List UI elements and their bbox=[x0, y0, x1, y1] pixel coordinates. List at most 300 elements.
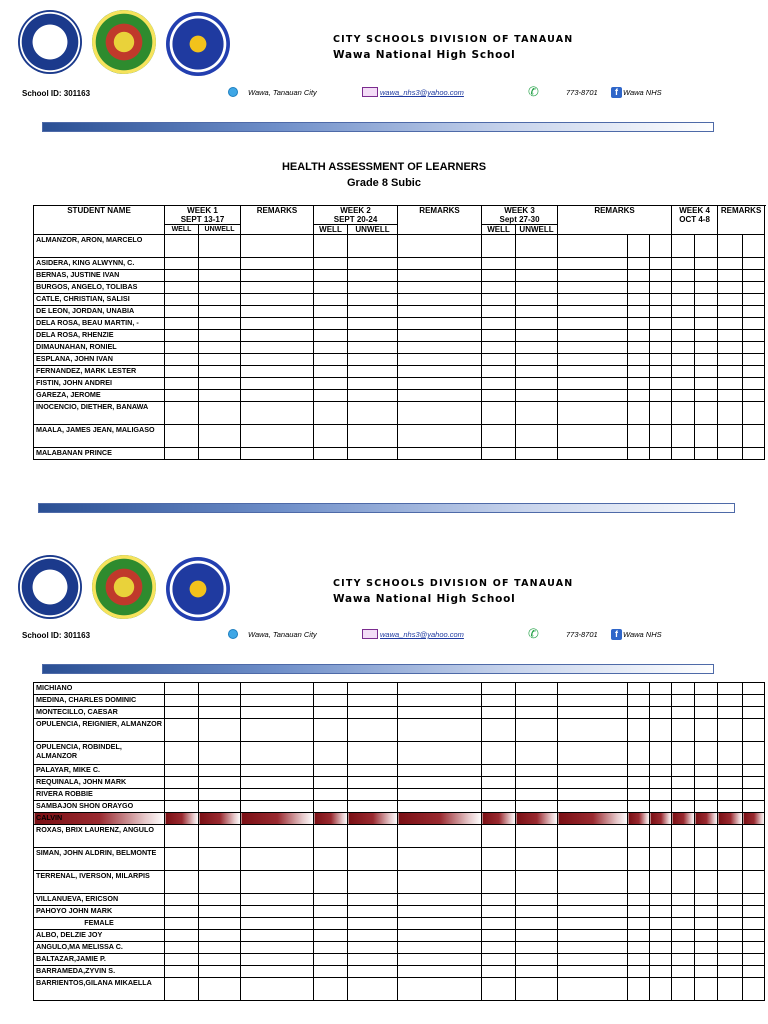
table-cell[interactable] bbox=[628, 942, 650, 954]
table-cell[interactable] bbox=[628, 978, 650, 1001]
table-cell[interactable] bbox=[199, 318, 241, 330]
table-cell[interactable] bbox=[672, 294, 695, 306]
table-cell[interactable] bbox=[743, 765, 765, 777]
table-cell[interactable] bbox=[241, 258, 314, 270]
table-cell[interactable] bbox=[672, 330, 695, 342]
table-cell[interactable] bbox=[695, 390, 718, 402]
table-cell[interactable] bbox=[516, 390, 558, 402]
table-cell[interactable] bbox=[628, 448, 650, 460]
table-cell[interactable] bbox=[165, 235, 199, 258]
table-cell[interactable] bbox=[628, 742, 650, 765]
table-cell[interactable] bbox=[199, 683, 241, 695]
table-cell[interactable] bbox=[348, 801, 398, 813]
table-cell[interactable] bbox=[672, 918, 695, 930]
table-cell[interactable] bbox=[743, 258, 765, 270]
table-cell[interactable] bbox=[165, 978, 199, 1001]
table-cell[interactable] bbox=[241, 306, 314, 318]
table-cell[interactable] bbox=[348, 777, 398, 789]
table-cell[interactable] bbox=[695, 978, 718, 1001]
table-cell[interactable] bbox=[241, 390, 314, 402]
table-cell[interactable] bbox=[695, 765, 718, 777]
table-cell[interactable] bbox=[348, 294, 398, 306]
table-cell[interactable] bbox=[348, 390, 398, 402]
table-cell[interactable] bbox=[199, 258, 241, 270]
table-cell[interactable] bbox=[199, 366, 241, 378]
table-cell[interactable] bbox=[398, 378, 482, 390]
table-cell[interactable] bbox=[718, 871, 743, 894]
table-cell[interactable] bbox=[516, 789, 558, 801]
table-cell[interactable] bbox=[650, 402, 672, 425]
table-cell[interactable] bbox=[558, 318, 628, 330]
table-cell[interactable] bbox=[516, 318, 558, 330]
table-cell[interactable] bbox=[695, 918, 718, 930]
table-cell[interactable] bbox=[199, 801, 241, 813]
table-cell[interactable] bbox=[398, 270, 482, 282]
table-cell[interactable] bbox=[165, 719, 199, 742]
table-cell[interactable] bbox=[348, 402, 398, 425]
table-cell[interactable] bbox=[718, 894, 743, 906]
table-cell[interactable] bbox=[516, 354, 558, 366]
table-cell[interactable] bbox=[398, 918, 482, 930]
table-cell[interactable] bbox=[199, 825, 241, 848]
table-cell[interactable] bbox=[516, 942, 558, 954]
table-cell[interactable] bbox=[743, 930, 765, 942]
table-cell[interactable] bbox=[516, 707, 558, 719]
table-cell[interactable] bbox=[628, 894, 650, 906]
table-cell[interactable] bbox=[314, 366, 348, 378]
table-cell[interactable] bbox=[348, 342, 398, 354]
table-cell[interactable] bbox=[672, 258, 695, 270]
table-cell[interactable] bbox=[743, 342, 765, 354]
table-cell[interactable] bbox=[558, 402, 628, 425]
table-cell[interactable] bbox=[672, 683, 695, 695]
table-cell[interactable] bbox=[672, 813, 695, 825]
table-cell[interactable] bbox=[695, 330, 718, 342]
table-cell[interactable] bbox=[348, 954, 398, 966]
table-cell[interactable] bbox=[743, 871, 765, 894]
table-cell[interactable] bbox=[398, 306, 482, 318]
table-cell[interactable] bbox=[516, 930, 558, 942]
table-cell[interactable] bbox=[695, 777, 718, 789]
table-cell[interactable] bbox=[650, 954, 672, 966]
table-cell[interactable] bbox=[482, 294, 516, 306]
table-cell[interactable] bbox=[743, 813, 765, 825]
table-cell[interactable] bbox=[650, 354, 672, 366]
table-cell[interactable] bbox=[165, 801, 199, 813]
table-cell[interactable] bbox=[672, 825, 695, 848]
table-cell[interactable] bbox=[482, 683, 516, 695]
table-cell[interactable] bbox=[650, 282, 672, 294]
table-cell[interactable] bbox=[348, 930, 398, 942]
table-cell[interactable] bbox=[718, 801, 743, 813]
table-cell[interactable] bbox=[516, 742, 558, 765]
table-cell[interactable] bbox=[516, 719, 558, 742]
table-cell[interactable] bbox=[199, 448, 241, 460]
table-cell[interactable] bbox=[482, 235, 516, 258]
table-cell[interactable] bbox=[628, 342, 650, 354]
table-cell[interactable] bbox=[628, 777, 650, 789]
table-cell[interactable] bbox=[672, 695, 695, 707]
table-cell[interactable] bbox=[743, 966, 765, 978]
table-cell[interactable] bbox=[199, 695, 241, 707]
table-cell[interactable] bbox=[348, 978, 398, 1001]
table-cell[interactable] bbox=[650, 390, 672, 402]
table-cell[interactable] bbox=[672, 742, 695, 765]
table-cell[interactable] bbox=[650, 918, 672, 930]
table-cell[interactable] bbox=[314, 294, 348, 306]
email-link[interactable]: wawa_nhs3@yahoo.com bbox=[380, 630, 464, 639]
table-cell[interactable] bbox=[718, 719, 743, 742]
table-cell[interactable] bbox=[695, 378, 718, 390]
table-cell[interactable] bbox=[348, 789, 398, 801]
table-cell[interactable] bbox=[398, 402, 482, 425]
table-cell[interactable] bbox=[650, 894, 672, 906]
table-cell[interactable] bbox=[165, 966, 199, 978]
table-cell[interactable] bbox=[718, 906, 743, 918]
table-cell[interactable] bbox=[482, 871, 516, 894]
table-cell[interactable] bbox=[558, 801, 628, 813]
table-cell[interactable] bbox=[314, 318, 348, 330]
table-cell[interactable] bbox=[241, 825, 314, 848]
table-cell[interactable] bbox=[558, 390, 628, 402]
table-cell[interactable] bbox=[398, 342, 482, 354]
table-cell[interactable] bbox=[718, 683, 743, 695]
table-cell[interactable] bbox=[398, 978, 482, 1001]
table-cell[interactable] bbox=[348, 695, 398, 707]
table-cell[interactable] bbox=[650, 801, 672, 813]
table-cell[interactable] bbox=[314, 848, 348, 871]
table-cell[interactable] bbox=[165, 448, 199, 460]
table-cell[interactable] bbox=[348, 683, 398, 695]
table-cell[interactable] bbox=[199, 813, 241, 825]
table-cell[interactable] bbox=[398, 906, 482, 918]
table-cell[interactable] bbox=[165, 282, 199, 294]
table-cell[interactable] bbox=[628, 318, 650, 330]
table-cell[interactable] bbox=[241, 342, 314, 354]
table-cell[interactable] bbox=[743, 894, 765, 906]
table-cell[interactable] bbox=[743, 777, 765, 789]
table-cell[interactable] bbox=[165, 425, 199, 448]
table-cell[interactable] bbox=[482, 719, 516, 742]
table-cell[interactable] bbox=[695, 871, 718, 894]
table-cell[interactable] bbox=[558, 354, 628, 366]
table-cell[interactable] bbox=[743, 978, 765, 1001]
table-cell[interactable] bbox=[398, 294, 482, 306]
table-cell[interactable] bbox=[558, 366, 628, 378]
table-cell[interactable] bbox=[743, 789, 765, 801]
table-cell[interactable] bbox=[628, 366, 650, 378]
table-cell[interactable] bbox=[672, 894, 695, 906]
table-cell[interactable] bbox=[718, 402, 743, 425]
table-cell[interactable] bbox=[695, 402, 718, 425]
table-cell[interactable] bbox=[695, 318, 718, 330]
table-cell[interactable] bbox=[695, 306, 718, 318]
table-cell[interactable] bbox=[241, 683, 314, 695]
table-cell[interactable] bbox=[672, 235, 695, 258]
table-cell[interactable] bbox=[672, 354, 695, 366]
table-cell[interactable] bbox=[314, 270, 348, 282]
table-cell[interactable] bbox=[482, 270, 516, 282]
table-cell[interactable] bbox=[348, 270, 398, 282]
table-cell[interactable] bbox=[672, 318, 695, 330]
table-cell[interactable] bbox=[314, 258, 348, 270]
table-cell[interactable] bbox=[650, 318, 672, 330]
table-cell[interactable] bbox=[199, 918, 241, 930]
table-cell[interactable] bbox=[241, 707, 314, 719]
table-cell[interactable] bbox=[482, 848, 516, 871]
table-cell[interactable] bbox=[398, 425, 482, 448]
table-cell[interactable] bbox=[241, 425, 314, 448]
table-cell[interactable] bbox=[398, 354, 482, 366]
table-cell[interactable] bbox=[743, 942, 765, 954]
table-cell[interactable] bbox=[482, 966, 516, 978]
table-cell[interactable] bbox=[165, 930, 199, 942]
table-cell[interactable] bbox=[241, 719, 314, 742]
table-cell[interactable] bbox=[482, 342, 516, 354]
table-cell[interactable] bbox=[695, 813, 718, 825]
table-cell[interactable] bbox=[165, 318, 199, 330]
table-cell[interactable] bbox=[241, 318, 314, 330]
table-cell[interactable] bbox=[718, 813, 743, 825]
table-cell[interactable] bbox=[516, 906, 558, 918]
table-cell[interactable] bbox=[314, 871, 348, 894]
table-cell[interactable] bbox=[314, 813, 348, 825]
table-cell[interactable] bbox=[516, 918, 558, 930]
table-cell[interactable] bbox=[516, 813, 558, 825]
table-cell[interactable] bbox=[516, 402, 558, 425]
table-cell[interactable] bbox=[558, 258, 628, 270]
table-cell[interactable] bbox=[672, 871, 695, 894]
table-cell[interactable] bbox=[718, 330, 743, 342]
table-cell[interactable] bbox=[314, 789, 348, 801]
table-cell[interactable] bbox=[199, 330, 241, 342]
table-cell[interactable] bbox=[743, 848, 765, 871]
table-cell[interactable] bbox=[482, 894, 516, 906]
table-cell[interactable] bbox=[743, 825, 765, 848]
table-cell[interactable] bbox=[398, 366, 482, 378]
table-cell[interactable] bbox=[314, 378, 348, 390]
table-cell[interactable] bbox=[398, 330, 482, 342]
table-cell[interactable] bbox=[650, 871, 672, 894]
table-cell[interactable] bbox=[672, 270, 695, 282]
table-cell[interactable] bbox=[165, 378, 199, 390]
table-cell[interactable] bbox=[482, 258, 516, 270]
table-cell[interactable] bbox=[241, 978, 314, 1001]
table-cell[interactable] bbox=[718, 848, 743, 871]
table-cell[interactable] bbox=[672, 777, 695, 789]
table-cell[interactable] bbox=[398, 789, 482, 801]
table-cell[interactable] bbox=[199, 742, 241, 765]
table-cell[interactable] bbox=[695, 966, 718, 978]
table-cell[interactable] bbox=[165, 918, 199, 930]
table-cell[interactable] bbox=[199, 789, 241, 801]
table-cell[interactable] bbox=[241, 695, 314, 707]
table-cell[interactable] bbox=[695, 906, 718, 918]
table-cell[interactable] bbox=[628, 871, 650, 894]
table-cell[interactable] bbox=[650, 825, 672, 848]
table-cell[interactable] bbox=[348, 282, 398, 294]
table-cell[interactable] bbox=[558, 270, 628, 282]
table-cell[interactable] bbox=[398, 318, 482, 330]
table-cell[interactable] bbox=[628, 330, 650, 342]
table-cell[interactable] bbox=[314, 306, 348, 318]
table-cell[interactable] bbox=[743, 918, 765, 930]
table-cell[interactable] bbox=[558, 330, 628, 342]
table-cell[interactable] bbox=[241, 848, 314, 871]
table-cell[interactable] bbox=[314, 942, 348, 954]
table-cell[interactable] bbox=[743, 742, 765, 765]
table-cell[interactable] bbox=[165, 906, 199, 918]
table-cell[interactable] bbox=[650, 978, 672, 1001]
table-cell[interactable] bbox=[516, 801, 558, 813]
table-cell[interactable] bbox=[165, 402, 199, 425]
table-cell[interactable] bbox=[314, 801, 348, 813]
table-cell[interactable] bbox=[482, 378, 516, 390]
table-cell[interactable] bbox=[672, 906, 695, 918]
table-cell[interactable] bbox=[199, 848, 241, 871]
table-cell[interactable] bbox=[348, 318, 398, 330]
table-cell[interactable] bbox=[199, 707, 241, 719]
table-cell[interactable] bbox=[516, 425, 558, 448]
table-cell[interactable] bbox=[482, 330, 516, 342]
table-cell[interactable] bbox=[314, 906, 348, 918]
table-cell[interactable] bbox=[398, 801, 482, 813]
table-cell[interactable] bbox=[718, 366, 743, 378]
table-cell[interactable] bbox=[672, 378, 695, 390]
table-cell[interactable] bbox=[516, 270, 558, 282]
table-cell[interactable] bbox=[398, 742, 482, 765]
table-cell[interactable] bbox=[558, 906, 628, 918]
table-cell[interactable] bbox=[650, 448, 672, 460]
table-cell[interactable] bbox=[314, 448, 348, 460]
table-cell[interactable] bbox=[718, 954, 743, 966]
table-cell[interactable] bbox=[314, 695, 348, 707]
table-cell[interactable] bbox=[650, 848, 672, 871]
table-cell[interactable] bbox=[398, 777, 482, 789]
table-cell[interactable] bbox=[650, 330, 672, 342]
table-cell[interactable] bbox=[628, 719, 650, 742]
table-cell[interactable] bbox=[165, 942, 199, 954]
table-cell[interactable] bbox=[558, 695, 628, 707]
table-cell[interactable] bbox=[516, 366, 558, 378]
table-cell[interactable] bbox=[718, 825, 743, 848]
table-cell[interactable] bbox=[516, 848, 558, 871]
table-cell[interactable] bbox=[348, 448, 398, 460]
table-cell[interactable] bbox=[695, 825, 718, 848]
table-cell[interactable] bbox=[695, 930, 718, 942]
table-cell[interactable] bbox=[628, 425, 650, 448]
table-cell[interactable] bbox=[482, 390, 516, 402]
table-cell[interactable] bbox=[516, 282, 558, 294]
table-cell[interactable] bbox=[241, 742, 314, 765]
table-cell[interactable] bbox=[672, 765, 695, 777]
table-cell[interactable] bbox=[672, 966, 695, 978]
table-cell[interactable] bbox=[199, 354, 241, 366]
table-cell[interactable] bbox=[743, 282, 765, 294]
table-cell[interactable] bbox=[348, 366, 398, 378]
table-cell[interactable] bbox=[398, 235, 482, 258]
table-cell[interactable] bbox=[398, 707, 482, 719]
table-cell[interactable] bbox=[650, 906, 672, 918]
table-cell[interactable] bbox=[743, 294, 765, 306]
table-cell[interactable] bbox=[695, 695, 718, 707]
table-cell[interactable] bbox=[241, 813, 314, 825]
table-cell[interactable] bbox=[482, 918, 516, 930]
table-cell[interactable] bbox=[516, 978, 558, 1001]
table-cell[interactable] bbox=[165, 894, 199, 906]
table-cell[interactable] bbox=[558, 978, 628, 1001]
table-cell[interactable] bbox=[348, 848, 398, 871]
table-cell[interactable] bbox=[672, 282, 695, 294]
table-cell[interactable] bbox=[165, 258, 199, 270]
table-cell[interactable] bbox=[398, 930, 482, 942]
table-cell[interactable] bbox=[482, 813, 516, 825]
table-cell[interactable] bbox=[718, 742, 743, 765]
table-cell[interactable] bbox=[348, 742, 398, 765]
table-cell[interactable] bbox=[695, 282, 718, 294]
table-cell[interactable] bbox=[199, 871, 241, 894]
table-cell[interactable] bbox=[695, 742, 718, 765]
table-cell[interactable] bbox=[718, 318, 743, 330]
table-cell[interactable] bbox=[516, 825, 558, 848]
table-cell[interactable] bbox=[743, 695, 765, 707]
table-cell[interactable] bbox=[241, 765, 314, 777]
table-cell[interactable] bbox=[650, 765, 672, 777]
table-cell[interactable] bbox=[743, 402, 765, 425]
table-cell[interactable] bbox=[516, 777, 558, 789]
table-cell[interactable] bbox=[718, 707, 743, 719]
table-cell[interactable] bbox=[398, 390, 482, 402]
table-cell[interactable] bbox=[672, 342, 695, 354]
table-cell[interactable] bbox=[743, 425, 765, 448]
table-cell[interactable] bbox=[718, 966, 743, 978]
table-cell[interactable] bbox=[672, 978, 695, 1001]
table-cell[interactable] bbox=[628, 378, 650, 390]
table-cell[interactable] bbox=[516, 306, 558, 318]
table-cell[interactable] bbox=[672, 425, 695, 448]
table-cell[interactable] bbox=[628, 930, 650, 942]
table-cell[interactable] bbox=[628, 954, 650, 966]
table-cell[interactable] bbox=[398, 894, 482, 906]
table-cell[interactable] bbox=[398, 954, 482, 966]
table-cell[interactable] bbox=[650, 306, 672, 318]
table-cell[interactable] bbox=[558, 683, 628, 695]
table-cell[interactable] bbox=[398, 813, 482, 825]
table-cell[interactable] bbox=[482, 306, 516, 318]
table-cell[interactable] bbox=[650, 270, 672, 282]
table-cell[interactable] bbox=[348, 354, 398, 366]
table-cell[interactable] bbox=[628, 918, 650, 930]
table-cell[interactable] bbox=[743, 318, 765, 330]
table-cell[interactable] bbox=[314, 765, 348, 777]
table-cell[interactable] bbox=[558, 848, 628, 871]
table-cell[interactable] bbox=[558, 235, 628, 258]
table-cell[interactable] bbox=[672, 789, 695, 801]
table-cell[interactable] bbox=[199, 719, 241, 742]
table-cell[interactable] bbox=[165, 789, 199, 801]
table-cell[interactable] bbox=[672, 942, 695, 954]
table-cell[interactable] bbox=[482, 695, 516, 707]
table-cell[interactable] bbox=[672, 366, 695, 378]
table-cell[interactable] bbox=[558, 813, 628, 825]
table-cell[interactable] bbox=[241, 235, 314, 258]
table-cell[interactable] bbox=[398, 765, 482, 777]
table-cell[interactable] bbox=[695, 342, 718, 354]
table-cell[interactable] bbox=[650, 258, 672, 270]
table-cell[interactable] bbox=[241, 282, 314, 294]
table-cell[interactable] bbox=[482, 954, 516, 966]
table-cell[interactable] bbox=[650, 707, 672, 719]
